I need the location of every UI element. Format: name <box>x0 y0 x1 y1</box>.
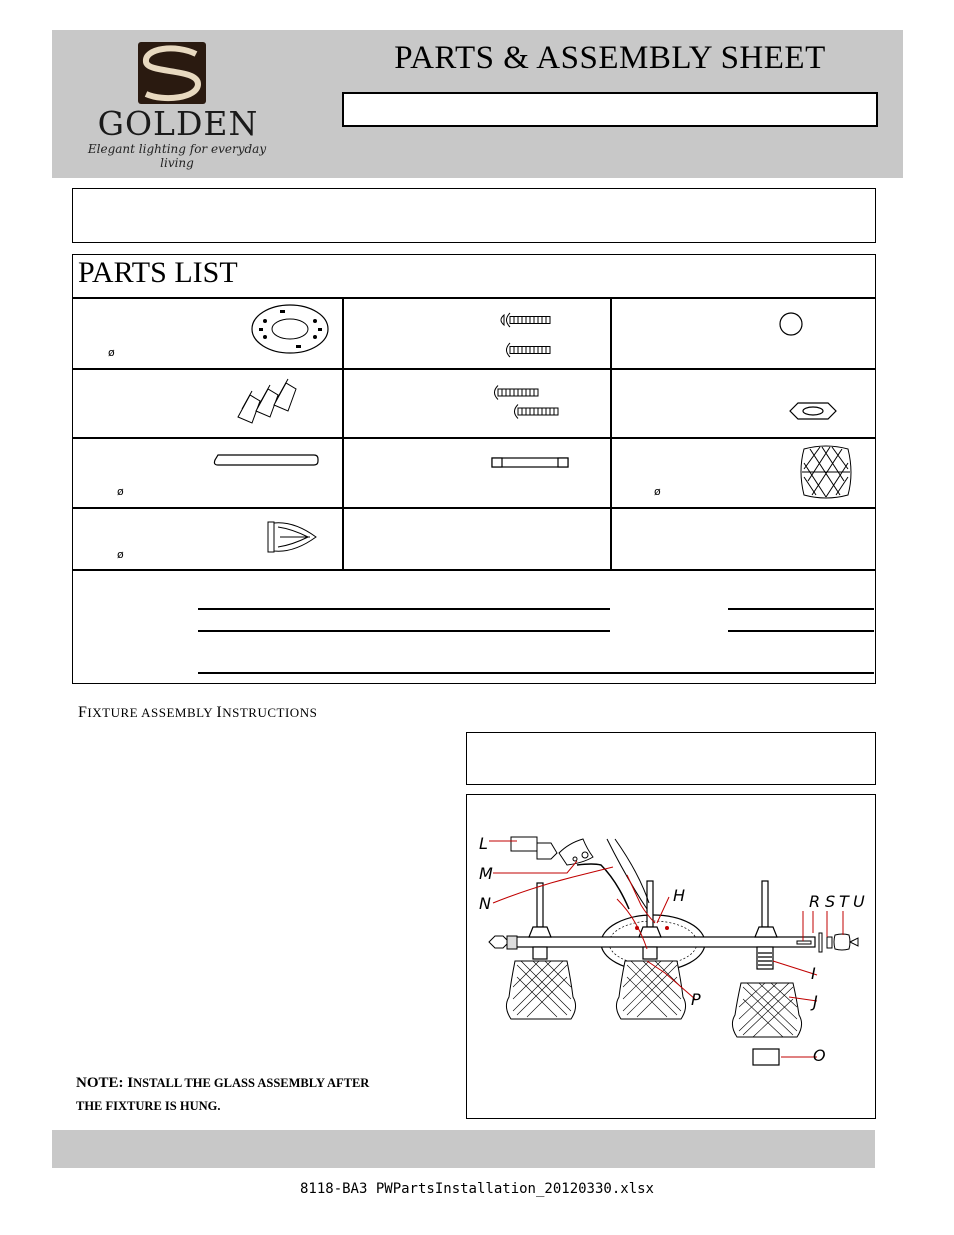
file-name: 8118-BA3 PWPartsInstallation_20120330.xlsx <box>299 1181 654 1197</box>
cross-bar-icon <box>214 455 318 465</box>
label-N: N <box>479 894 491 913</box>
parts-list-title: PARTS LIST <box>78 256 238 289</box>
heading-initial: F <box>78 704 88 721</box>
screw-icon <box>515 405 559 419</box>
bulb-shape <box>753 1049 779 1065</box>
note-line-1: NSTALL THE GLASS ASSEMBLY AFTER <box>133 1076 370 1090</box>
note-initial: I <box>127 1075 134 1091</box>
rod-icon <box>492 458 568 467</box>
brand-tagline: Elegant lighting for everyday living <box>87 142 267 170</box>
form-line <box>728 608 874 610</box>
install-note <box>76 1072 456 1118</box>
diameter-symbol: ø <box>108 346 115 359</box>
mounting-plate-icon <box>252 305 328 353</box>
form-line <box>728 630 874 632</box>
label-M: M <box>479 864 493 883</box>
form-line <box>198 608 610 610</box>
crystal-finial-icon <box>801 446 851 498</box>
diameter-symbol: ø <box>117 548 124 561</box>
label-J: J <box>813 992 818 1011</box>
label-I: I <box>811 964 816 983</box>
model-number-box <box>342 92 878 127</box>
label-R: R <box>809 892 821 911</box>
heading-initial: I <box>216 704 223 721</box>
heading-text: IXTURE ASSEMBLY <box>87 705 217 720</box>
form-line <box>198 630 610 632</box>
end-finial-icon <box>268 522 316 552</box>
cap-icon <box>780 313 802 335</box>
footer-band <box>52 1130 875 1168</box>
screw-icon <box>507 343 551 357</box>
label-L: L <box>479 834 488 853</box>
note-prefix: NOTE: <box>76 1075 128 1091</box>
brand-name: GOLDEN <box>97 104 259 143</box>
label-S: S <box>825 892 836 911</box>
label-H: H <box>673 886 686 905</box>
diameter-symbol: ø <box>654 485 661 498</box>
hex-nut-icon <box>790 403 836 419</box>
fixture-diagram <box>467 795 875 1118</box>
form-line <box>198 672 874 674</box>
instructions-heading <box>78 704 317 722</box>
label-U: U <box>853 892 865 911</box>
screw-icon <box>495 386 539 400</box>
assembly-diagram <box>466 794 876 1119</box>
warning-box <box>466 732 876 785</box>
heading-text: NSTRUCTIONS <box>222 705 318 720</box>
info-box <box>72 188 876 243</box>
diameter-symbol: ø <box>117 485 124 498</box>
parts-drawings <box>72 297 876 570</box>
note-line-2: THE FIXTURE IS HUNG. <box>76 1099 221 1113</box>
logo-mark-icon <box>80 38 270 108</box>
screw-icon <box>501 313 550 327</box>
crossbar-shape <box>515 937 815 947</box>
label-T: T <box>839 892 849 911</box>
brand-logo <box>80 38 270 170</box>
wire-nut-icon <box>238 379 296 423</box>
label-P: P <box>691 990 701 1009</box>
label-O: O <box>813 1046 826 1065</box>
sheet-title: PARTS & ASSEMBLY SHEET <box>394 40 826 76</box>
